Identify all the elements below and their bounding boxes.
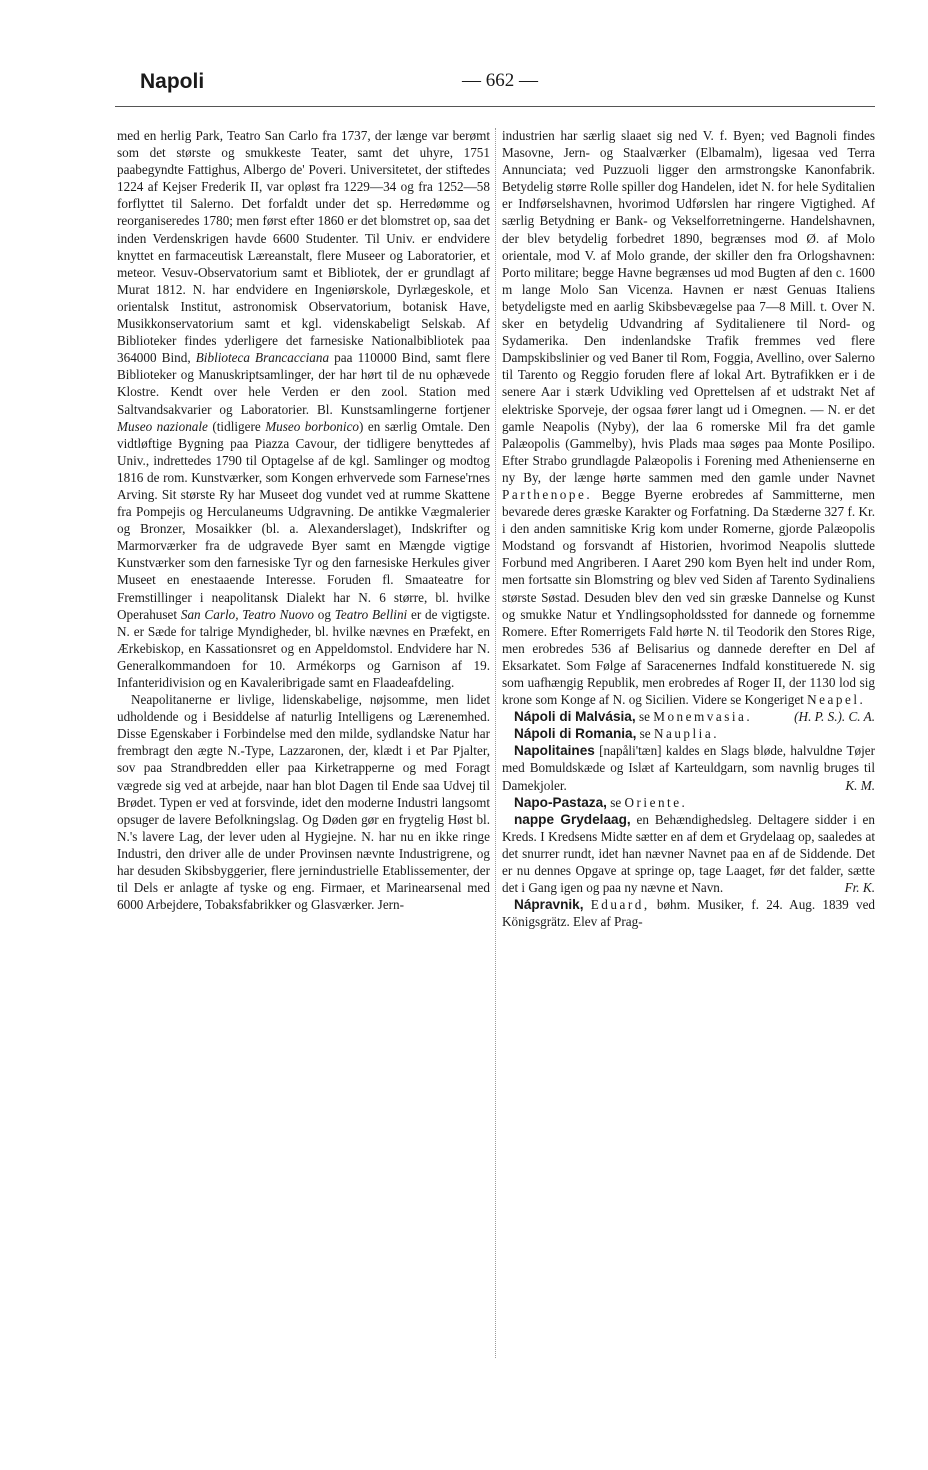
text-run: se [638,709,650,725]
cross-reference: Oriente. [624,794,688,810]
italic-title: Museo nazionale [117,418,208,434]
column-divider [495,128,496,1358]
entry-headword: Napolitaines [514,743,595,759]
text-run: og [317,606,331,622]
text-run: ) en særlig Omtale. Den vidtløftige Bygning paa Piazza Cavour, der tidligere benyttedes af Univ., indrettedes 1790 til Optagelse af de kgl. Samlinger og modtog 1816 de rom. Kunstværker, som Kongen erhvervede som Farnese'rnes Arving. Sit største Ry har Museet dog vundet ved at rumme Skattene fra Pompejis og Herculaneums Udgravning. De antikke Vægmalerier og Bronzer, Mosaikker (bl. a. Alexanderslaget), Indskrifter og Marmorværker fra de udgravede Byer samt en Mængde vigtige Kunstværker som den farnesiske Tyr og den farnesiske Herkules giver Museet en enestaaende Interesse. Foruden fl. Smaateatre for Fremstillinger i neapolitansk Dialekt har N. 6 større, bl. hvilke Operahuset [117,418,491,622]
spaced-name: Eduard, [590,897,650,913]
header-rule [115,106,875,107]
text-run: industrien har særlig slaaet sig ned V. f. Byen; ved Bagnoli findes Masovne, Jern- og Staalværker (Elbamalm), ligesaa ved Terra Annunciata; ved Puzzuoli ligger den armstrongske Kanonfabrik. Betydelig større Rolle spiller dog Handelen, idet N. for hele Syditalien er Indførselshavnen, hvorimod Udførslen har ringere Vigtighed. Af særlig Betydning er Bank- og Vekselforretningerne. Handelshavnen, der blev betydelig forbedret 1890, begrænses mod Ø. af Molo orientale, mod V. af Molo grande, der skiller den fra Orlogshavnen: Porto militare; begge Havne begrænses ud mod Bugten af den c. 1600 m lange Molo San Vicenza. Havnen er næst Genuas Italiens betydeligste med en aarlig Skibsbevægelse paa 7—8 Mill. t. Over N. sker en betydelig Udvandring af Syditalienere til Nord- og Sydamerika. Den indenlandske Trafik fremmes ved flere Dampskibslinier og ved Baner til Rom, Foggia, Avellino, over Salerno til Tarento og Reggio foruden flere af lokal Art. Bytrafikken er i de senere Aar i stærk Udvikling ved Oprettelsen af et udstrakt Net af elektriske Sporveje, der ogsaa fører langt ud i Omegnen. — N. er det gamle Neapolis (Nyby), der laa 6 romerske Mil fra det gamle Palæopolis (Gammelby), hvis Plads maa søges paa Monte Posilipo. Efter Strabo grundlagde Palæopolis i Forening med Athenienserne en ny By, der længe hørte sammen med den gamle under Navnet [502,128,875,485]
italic-title: Teatro Bellini [334,606,408,622]
entry-headword: Nápravnik, [514,897,584,913]
cross-reference: Monemvasia. [653,709,753,725]
text-run: Begge Byerne erobredes af Sammitterne, men bevarede deres græske Karakter og Forfatning. Da Stæderne 327 f. Kr. i den anden samnitiske Krig kom under Romerne, gjorde Palæopolis Modstand og forsvandt af Historien, hvorimod Neapolis sluttede Forbund med Angriberen. I Aaret 290 kom Byen helt ind under Rom, men fortsatte sin Blomstring og blev ved Siden af Tarento Sydinaliens største Søstad. Desuden blev den ved sin græske Dannelse og Kunst og smukke Natur et Yndlingsopholdssted for dannede og fornemme Romere. Efter Romerrigets Fald hørte N. til Teodorik den Stores Rige, men erobredes 536 af Belisarius og dannede derefter en Del af Eksarkatet. Som Følge af Saracenernes Indfald konstituerede N. sig som uafhængig Republik, men erobredes af Roger II, der 1130 lod sig krone som Konge af N. og Sicilien. Videre se Kongeriget [502,486,875,708]
text-run: (tidligere [212,418,261,434]
spaced-name: Neapel. [807,692,866,708]
text-run: en Behændighedsleg. Deltagere sidder i en Kreds. I Kredsens Midte sætter en af dem et Grydelaag op, saaledes at det snurrer rundt, idet han nævner Navnet paa en af de Siddende. Det er nu dennes Opgave at springe op, tage Laaget, før det falder, sætte det i Gang igen og paa ny nævne et Navn. [502,811,875,896]
left-column [117,127,490,913]
text-run: bøhm. Musiker, f. 24. Aug. 1839 ved Königsgrätz. Elev af Prag- [502,897,876,930]
dictionary-entry [502,896,875,930]
dictionary-entry [502,811,875,896]
dictionary-entry [502,742,875,793]
dictionary-entry [502,725,875,742]
italic-title: Biblioteca Brancacciana [195,350,330,366]
text-run: er de vigtigste. N. er Sæde for talrige Myndigheder, bl. hvilke nævnes en Præfekt, en Ærkebiskop, en Kassationsret og en Appeldomstol. Endvidere har N. Generalkommandoen for 10. Armékorps og Garnison af 19. Infanteridivision og en Kavaleribrigade samt en Flaadeafdeling. [117,606,490,690]
dictionary-entry [502,794,875,811]
author-signature: (H. P. S.). C. A. [794,709,875,725]
entry-headword: nappe Grydelaag, [514,811,631,827]
text-run: se [639,726,651,742]
entry-headword: Napo-Pastaza, [514,794,607,810]
text-run: se [610,794,622,810]
paragraph [117,127,490,691]
text-run: paa 110000 Bind, samt flere Biblioteker og Manuskriptsamlinger, der har hørt til de nu ophævede Klostre. Kendt over hele Verden er den zool. Station med Saltvandsakvarier og Laboratorier. Bl. Kunstsamlingerne fortjener [117,350,491,417]
author-signature: Fr. K. [844,880,875,896]
text-run: [napåli'tæn] kaldes en Slags bløde, halvuldne Tøjer med Bomuldskæde og Islæt af Karteuldgarn, som navnlig bruges til Damekjoler. [502,743,876,793]
text-run: med en herlig Park, Teatro San Carlo fra 1737, der længe var berømt som det største og smukkeste Teater, samt det uhyre, 1751 paabegyndte Fattighus, Albergo de' Poveri. Universitetet, der stiftedes 1224 af Kejser Frederik II, var opløst fra 1229—34 og fra 1252—58 forflyttet til Salerno. Det forfaldt under det sp. Herredømme og reorganiseredes 1780; men først efter 1860 er det blomstret op, saa det inden Verdenskrigen havde 6600 Studenter. Til Univ. er endvidere knyttet en farmaceutisk Læreanstalt, flere Museer og Laboratorier, et meteor. Vesuv-Observatorium samt et Bibliotek, der er grundlagt af Murat 1812. N. har endvidere en Ingeniørskole, Dyrlægeskole, et orientalsk Institut, astronomisk Observatorium, botanisk Have, Musikkonservatorium samt et kgl. videnskabeligt Selskab. Af Biblioteker findes yderligere det farnesiske Nationalbibliotek paa 364000 Bind, [117,128,490,366]
spaced-name: Parthenope. [502,486,593,502]
paragraph: Neapolitanerne er livlige, lidenskabelige, nøjsomme, men lidet udholdende og i Besiddelse af naturlig Intelligens og Lærenemhed. Disse Egenskaber i Forbindelse med den milde, sydlandske Natur har frembragt den ægte N.-Type, Lazzaronen, der, klædt i et Par Pjalter, sov paa Strandbredden eller paa Kirketrapperne og med Foragt vægrede sig ved at arbejde, naar han blot Dagen til Ende saa Udvej til Brødet. Typen er ved at forsvinde, idet den moderne Industri langsomt opsuger de lavere Befolkningslag. Og Døden gør en frygtelig Høst bl. N.'s lavere Lag, der lever uden al Hygiejne. N. har nu en ikke ringe Industri, den driver alle de under Provinsen nævnte Industrigrene, og har desuden Skibsbyggerier, flere jernindustrielle Etablissementer, der til Dels er anlagte af tyske og eng. Firmaer, et Marinearsenal med 6000 Arbejdere, Tobaksfabrikker og Glasværker. Jern- [117,692,490,913]
entry-headword: Nápoli di Malvásia, [514,709,636,725]
entry-headword: Nápoli di Romania, [514,726,637,742]
author-signature: K. M. [845,777,875,793]
italic-title: Museo borbonico [265,418,360,434]
italic-title: San Carlo, Teatro Nuovo [180,606,314,622]
right-column [502,127,875,930]
running-head-title: Napoli [140,70,205,93]
cross-reference: Nauplia. [653,726,719,742]
page-number: — 662 — [462,70,538,91]
